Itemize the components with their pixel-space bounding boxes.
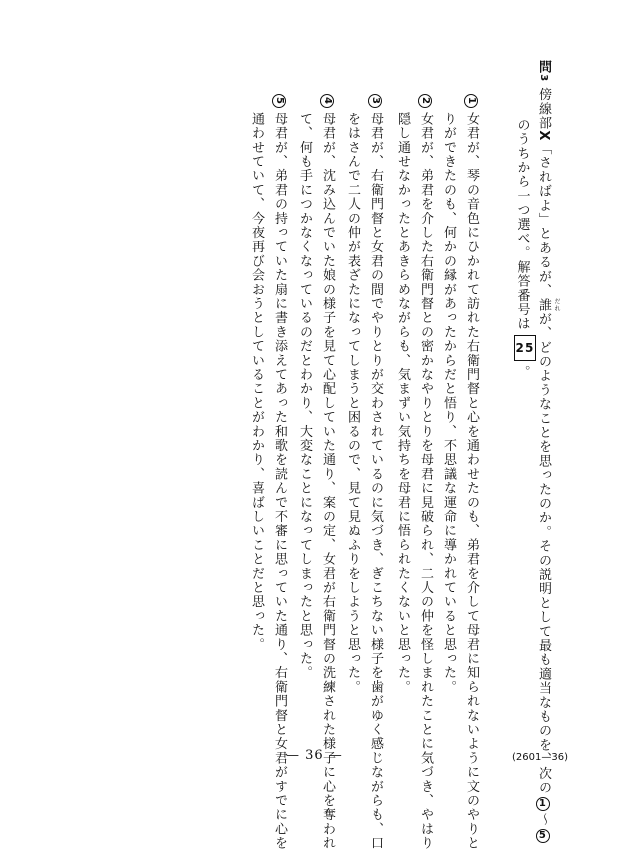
option-5-text-1: 母君が、弟君の持っていた扇に書き添えてあった和歌を読んで不審に思っていた通り、右衛門督と女君がすでに心を <box>272 112 287 850</box>
question-number: 3 <box>538 74 549 83</box>
option-3-line-1 <box>368 94 382 850</box>
option-2-number: 2 <box>418 94 432 108</box>
question-text-pre: 傍線部 <box>536 87 551 131</box>
option-3-line-2 <box>345 112 359 694</box>
range-end-number: 5 <box>536 829 550 843</box>
option-1-line-1 <box>464 94 478 850</box>
option-2-line-2 <box>395 112 409 694</box>
question-line-2 <box>514 118 536 379</box>
option-4-number: 4 <box>320 94 334 108</box>
option-4-text-1: 母君が、沈み込んでいた娘の様子を見て心配していた通り、案の定、女君が右衛門督の洗練された様子に心を奪われ <box>320 112 335 850</box>
option-4-line-1 <box>320 94 334 850</box>
question-line-1 <box>536 60 560 845</box>
range-start-number: 1 <box>536 797 550 811</box>
option-2-line-1 <box>418 94 432 850</box>
ruby-reading: だれ <box>553 297 560 313</box>
page-number: — 36 — <box>286 748 343 763</box>
option-3-text-1: 母君が、右衛門督と女君の間でやりとりが交わされているのに気づき、ぎこちない様子を歯がゆく感じながらも、口 <box>368 112 383 850</box>
question-line2-text: のうちから一つ選べ。解答番号は <box>514 118 530 331</box>
option-2-text-2: 隠し通せなかったとあきらめながらも、気まずい気持ちを母君に悟られたくないと思った。 <box>395 112 410 695</box>
option-1-line-2 <box>441 112 455 694</box>
exam-code: (2601—36) <box>512 752 568 763</box>
option-2-text-1: 女君が、弟君を介した右衛門督との密かなやりとりを母君に見破られ、二人の仲を怪しまれたことに気づき、やはり <box>418 112 433 850</box>
range-separator: 〜 <box>536 812 551 827</box>
question-label: 問 <box>536 60 551 75</box>
option-1-text-1: 女君が、琴の音色にひかれて訪れた右衛門督と心を通わせたのも、弟君を介して母君に知られないように文のやりと <box>464 112 479 850</box>
underline-marker: X <box>536 130 551 142</box>
ruby-base: 誰 だれ <box>536 297 560 313</box>
option-3-text-2: をはさんで二人の仲が表ざたになってしまうと困るので、見て見ぬふりをしようと思った。 <box>345 112 360 695</box>
option-5-line-2 <box>249 112 263 652</box>
question-text-mid: とあるが、 <box>536 226 551 298</box>
question-quote: 「さればよ」 <box>536 141 551 227</box>
question-line2-end: 。 <box>514 365 530 380</box>
option-4-text-2: て、何も手につかなくなっているのだとわかり、大変なことになってしまったと思った。 <box>297 112 312 680</box>
option-5-line-1 <box>272 94 286 850</box>
option-5-number: 5 <box>272 94 286 108</box>
option-3-number: 3 <box>368 94 382 108</box>
option-1-text-2: りができたのも、何かの縁があったからだと悟り、不思議な運命に導かれていると思った。 <box>441 112 456 695</box>
option-5-text-2: 通わせていて、今夜再び会おうとしていることがわかり、喜ばしいことだと思った。 <box>249 112 264 652</box>
option-1-number: 1 <box>464 94 478 108</box>
option-4-line-2 <box>297 112 311 680</box>
answer-number-box: 25 <box>514 335 536 361</box>
question-text-post: が、どのようなことを思ったのか。その説明として最も適当なものを、次の <box>536 311 551 795</box>
